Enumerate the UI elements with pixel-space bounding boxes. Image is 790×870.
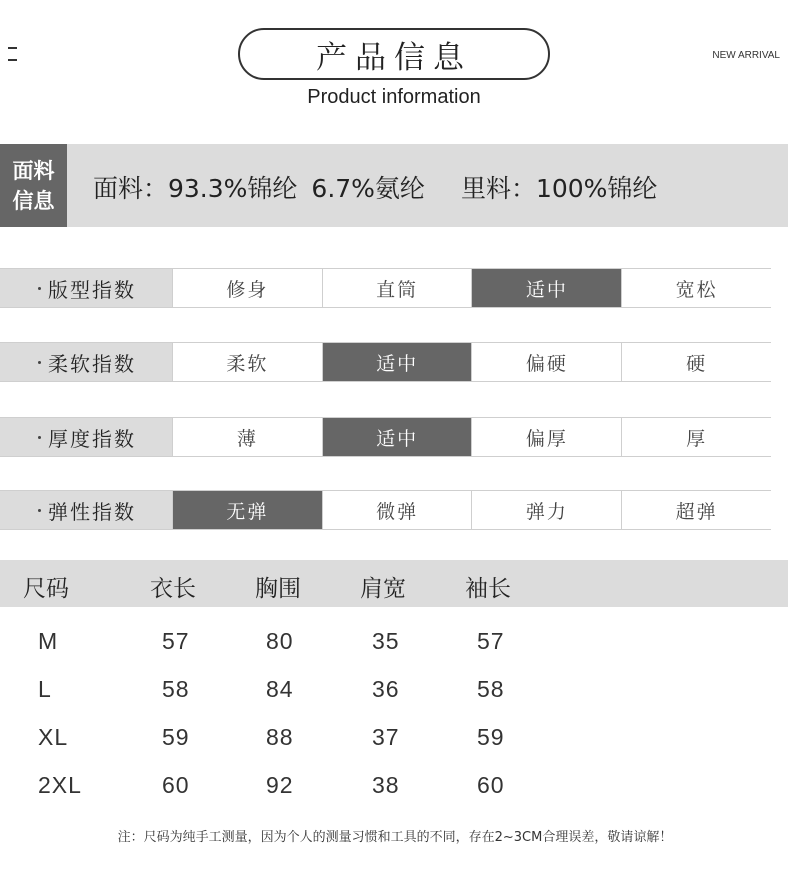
size-cell: 80 xyxy=(266,628,294,654)
size-cell: 92 xyxy=(266,772,294,798)
size-cell: XL xyxy=(38,724,69,750)
new-arrival-tag: NEW ARRIVAL xyxy=(712,50,780,61)
table-row xyxy=(0,618,788,666)
index-option: 直筒 xyxy=(322,269,472,307)
size-cell: 2XL xyxy=(38,772,82,798)
index-row-softness xyxy=(0,342,771,382)
size-cell: 59 xyxy=(477,724,505,750)
size-cell: 59 xyxy=(162,724,190,750)
index-label xyxy=(0,418,172,456)
index-label-text: 版型指数 xyxy=(48,277,136,302)
size-cell: 37 xyxy=(372,724,400,750)
index-label-text: 柔软指数 xyxy=(48,351,136,376)
index-option-selected: 适中 xyxy=(471,269,621,307)
size-header-cell: 胸围 xyxy=(255,576,301,602)
size-cell: 60 xyxy=(477,772,505,798)
fabric-info-band xyxy=(0,144,788,227)
size-header-cell: 衣长 xyxy=(150,576,196,602)
measurement-note: 注：尺码为纯手工测量，因为个人的测量习惯和工具的不同，存在2~3CM合理误差，敬请谅解！ xyxy=(117,830,673,845)
size-cell: 36 xyxy=(372,676,400,702)
index-row-elasticity xyxy=(0,490,771,530)
index-row-fit xyxy=(0,268,771,308)
index-option-selected: 适中 xyxy=(322,343,472,381)
page-title-text: 产品信息 xyxy=(316,39,472,76)
index-option-selected: 无弹 xyxy=(172,491,322,529)
table-row xyxy=(0,666,788,714)
size-cell: 84 xyxy=(266,676,294,702)
index-label xyxy=(0,491,172,529)
size-cell: L xyxy=(38,676,52,702)
page-subtitle: Product information xyxy=(307,86,481,108)
index-option: 弹力 xyxy=(471,491,621,529)
size-cell: 58 xyxy=(477,676,505,702)
size-header-cell: 肩宽 xyxy=(360,576,406,602)
index-option: 修身 xyxy=(172,269,322,307)
table-row xyxy=(0,762,788,810)
index-option-selected: 适中 xyxy=(322,418,472,456)
index-option: 硬 xyxy=(621,343,771,381)
size-header-cell: 尺码 xyxy=(23,576,69,602)
index-label xyxy=(0,269,172,307)
index-option: 薄 xyxy=(172,418,322,456)
index-row-thickness xyxy=(0,417,771,457)
fabric-label-line1: 面料 xyxy=(12,158,55,183)
size-table-header xyxy=(0,560,788,607)
size-cell: 58 xyxy=(162,676,190,702)
size-cell: 38 xyxy=(372,772,400,798)
index-option: 超弹 xyxy=(621,491,771,529)
page-title xyxy=(238,28,550,80)
fabric-composition xyxy=(93,169,657,205)
index-option: 微弹 xyxy=(322,491,472,529)
fabric-label-line2: 信息 xyxy=(12,188,55,213)
table-row xyxy=(0,714,788,762)
size-cell: 88 xyxy=(266,724,294,750)
index-option: 宽松 xyxy=(621,269,771,307)
size-header-cell: 袖长 xyxy=(465,576,511,602)
main-fabric: 面料：93.3%锦纶 xyxy=(93,174,298,203)
size-cell: M xyxy=(38,628,59,654)
size-cell: 35 xyxy=(372,628,400,654)
index-option: 偏硬 xyxy=(471,343,621,381)
size-cell: 60 xyxy=(162,772,190,798)
lining-fabric: 里料：100%锦纶 xyxy=(460,174,658,203)
menu-mark-icon xyxy=(8,47,17,61)
index-label-text: 厚度指数 xyxy=(48,426,136,451)
index-label xyxy=(0,343,172,381)
index-label-text: 弹性指数 xyxy=(48,499,136,524)
index-option: 偏厚 xyxy=(471,418,621,456)
index-option: 厚 xyxy=(621,418,771,456)
fabric-info-label xyxy=(0,144,67,227)
size-cell: 57 xyxy=(162,628,190,654)
main-fabric-secondary: 6.7%氨纶 xyxy=(311,174,425,203)
size-cell: 57 xyxy=(477,628,505,654)
index-option: 柔软 xyxy=(172,343,322,381)
